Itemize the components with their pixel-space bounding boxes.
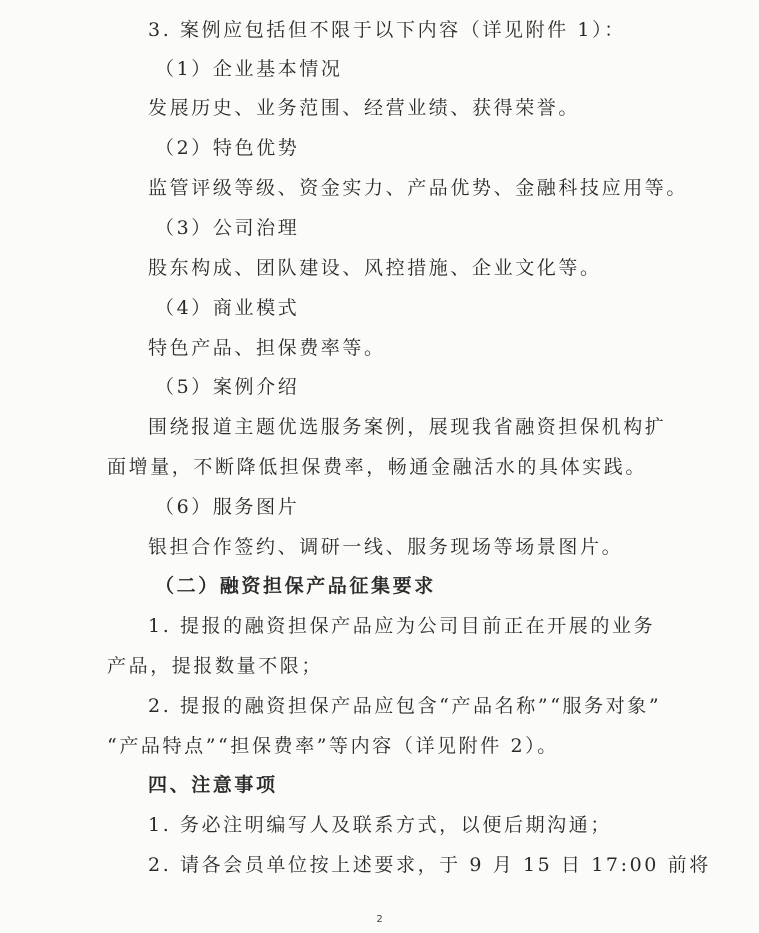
paragraph-service-pictures: 银担合作签约、调研一线、服务现场等场景图片。: [148, 536, 624, 558]
page-number: 2: [376, 914, 383, 925]
heading-features-advantages: （2）特色优势: [155, 137, 300, 159]
heading-corporate-governance: （3）公司治理: [155, 217, 300, 239]
paragraph-corporate-governance: 股东构成、团队建设、风控措施、企业文化等。: [148, 257, 602, 279]
heading-business-model: （4）商业模式: [155, 297, 300, 319]
paragraph-product-req-2-line2: “产品特点”“担保费率”等内容（详见附件 2）。: [107, 735, 559, 757]
paragraph-product-req-2-line1: 2. 提报的融资担保产品应包含“产品名称”“服务对象”: [148, 695, 662, 717]
paragraph-note-2: 2. 请各会员单位按上述要求，于 9 月 15 日 17:00 前将: [148, 854, 711, 876]
heading-service-pictures: （6）服务图片: [155, 496, 300, 518]
paragraph-case-content-intro: 3. 案例应包括但不限于以下内容（详见附件 1）：: [148, 19, 626, 41]
paragraph-note-1: 1. 务必注明编写人及联系方式，以便后期沟通；: [148, 814, 612, 836]
paragraph-company-basic-info: 发展历史、业务范围、经营业绩、获得荣誉。: [148, 97, 581, 119]
section-heading-notes: 四、注意事项: [148, 774, 278, 796]
paragraph-case-introduction-line2: 面增量，不断降低担保费率，畅通金融活水的具体实践。: [107, 456, 648, 478]
heading-case-introduction: （5）案例介绍: [155, 376, 300, 398]
heading-company-basic-info: （1）企业基本情况: [155, 58, 343, 80]
paragraph-business-model: 特色产品、担保费率等。: [148, 337, 386, 359]
section-heading-product-requirements: （二）融资担保产品征集要求: [155, 575, 436, 597]
paragraph-product-req-1-line1: 1. 提报的融资担保产品应为公司目前正在开展的业务: [148, 615, 656, 637]
paragraph-product-req-1-line2: 产品，提报数量不限；: [107, 655, 324, 677]
paragraph-case-introduction-line1: 围绕报道主题优选服务案例，展现我省融资担保机构扩: [148, 416, 667, 438]
paragraph-features-advantages: 监管评级等级、资金实力、产品优势、金融科技应用等。: [148, 177, 689, 199]
